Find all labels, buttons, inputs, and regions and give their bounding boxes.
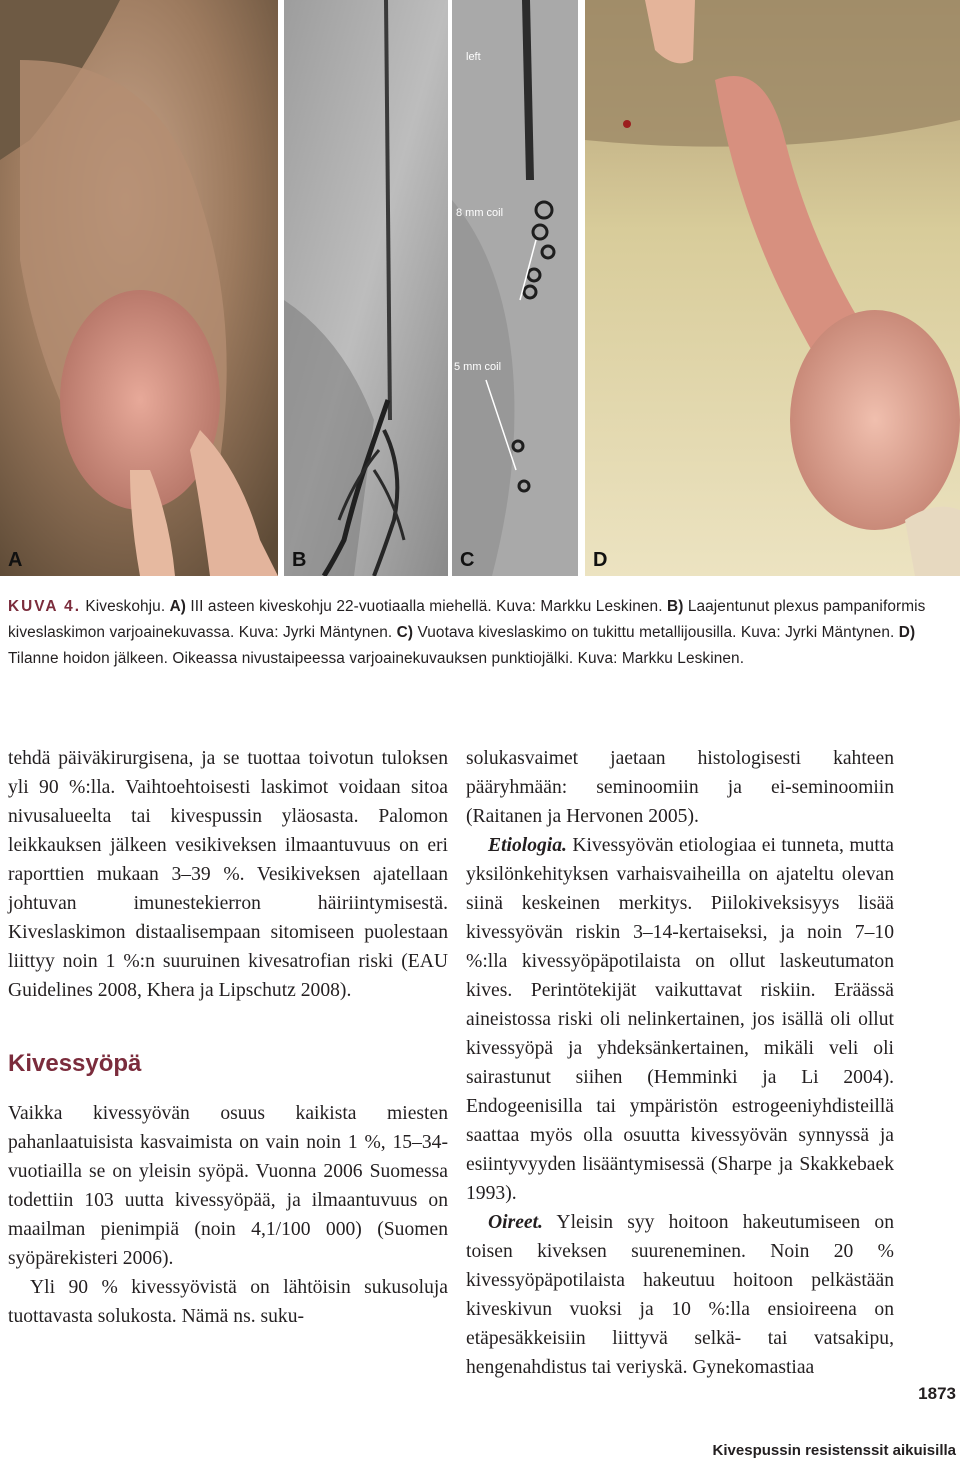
caption-a-text: III asteen kiveskohju 22-vuotiaalla miehellä. Kuva: Markku Leskinen. [186, 598, 667, 615]
caption-lead: KUVA 4. [8, 598, 82, 615]
paragraph-treatment: tehdä päiväkirurgisena, ja se tuottaa toivotun tuloksen yli 90 %:lla. Vaihtoehtoisesti laskimot voidaan sitoa nivusalueelta tai kivespussin yläosasta. Palomon leikkauksen jälkeen vesikiveksen ilmaantuvuus on eri raporttien mukaan 3–39 %. Vesikiveksen ajatellaan johtuvan imunestekierron häiriintymisestä. Kiveslaskimon distaalisempaan sitomiseen puolestaan liittyy noin 1 %:n suuruinen kivesatrofian riski (EAU Guidelines 2008, Khera ja Lipschutz 2008). [8, 748, 448, 1001]
etiology-text: Kivessyövän etiologiaa ei tunneta, mutta yksilönkehityksen varhaisvaiheilla on ajateltu olevan siinä keskeinen merkitys. Piilokiveksisyys lisää kivessyövän riskin 3–14-kertaiseksi, ja noin 7–10 %:lla kivessyöpäpotilaista on ollut laskeutumaton kives. Perintötekijät vaikuttavat riskiin. Eräässä aineistossa riski oli nelinkertainen, jos isällä oli ollut kivessyöpä ja yhdeksänkertainen, mikäli veli oli sairastunut siihen (Hemminki ja Li 2004). Endogeenisilla tai ympäristön estrogeeniyhdisteillä saattaa myös olla osuutta kivessyövän synnyssä ja esiintyvyyden lisääntymisessä (Sharpe ja Skakkebaek 1993). [466, 835, 894, 1204]
paragraph-incidence: Vaikka kivessyövän osuus kaikista miesten pahanlaatuisista kasvaimista on vain noin 1 %, 15–34-vuotiailla se on yleisin syöpä. Vuonna 2006 Suomessa todettiin 103 uutta kivessyöpää, ja ilmaantuvuus on maailman pienimpiä (noin 4,1/100 000) (Suomen syöpärekisteri 2006). [8, 1103, 448, 1269]
annotation-8mm-coil: 8 mm coil [456, 207, 504, 219]
running-footer: Kivespussin resistenssit aikuisilla [712, 1442, 956, 1459]
figure-panel-b [284, 0, 448, 576]
panel-label-c: C [460, 549, 475, 571]
caption-d-label: D) [898, 624, 916, 641]
caption-title: Kiveskohju. [81, 598, 170, 615]
caption-a-label: A) [169, 598, 187, 615]
runin-symptoms: Oireet. [488, 1212, 543, 1233]
caption-b-label: B) [666, 598, 684, 615]
panel-label-d: D [593, 549, 608, 571]
paragraph-origin: Yli 90 % kivessyövistä on lähtöisin sukusoluja tuottavasta solukosta. Nämä ns. suku- [8, 1277, 448, 1327]
paragraph-symptoms [466, 1208, 894, 1382]
right-column [466, 744, 894, 1382]
photo-after-treatment-image [585, 0, 960, 576]
runin-etiology: Etiologia. [488, 835, 567, 856]
photo-varicocele-image [0, 0, 278, 576]
paragraph-histology: solukasvaimet jaetaan histologisesti kahteen pääryhmään: seminoomiin ja ei-seminoomiin (Raitanen ja Hervonen 2005). [466, 748, 894, 827]
annotation-5mm-coil: 5 mm coil [454, 361, 502, 373]
annotation-left: left [466, 51, 481, 63]
page-number: 1873 [918, 1384, 956, 1403]
panel-label-b: B [292, 549, 307, 571]
xray-embolization-image [452, 0, 578, 576]
figure-panel-d [585, 0, 960, 576]
symptoms-text: Yleisin syy hoitoon hakeutumiseen on toisen kiveksen suureneminen. Noin 20 % kivessyöpäpotilaista hakeutuu hoitoon pelkästään kiveskivun vuoksi ja 10 %:lla ensioireena on etäpesäkkeisiin liittyvä selkä- tai vatsakipu, hengenahdistus tai veriyskä. Gynekomastiaa [466, 1212, 894, 1378]
caption-c-text: Vuotava kiveslaskimo on tukittu metallijousilla. Kuva: Jyrki Mäntynen. [413, 624, 899, 641]
figure-panel-c [452, 0, 578, 576]
xray-venogram-image [284, 0, 448, 576]
panel-label-a: A [8, 549, 23, 571]
figure-caption [8, 594, 958, 672]
caption-d-text: Tilanne hoidon jälkeen. Oikeassa nivustaipeessa varjoainekuvauksen punktiojälki. Kuva: Markku Leskinen. [8, 650, 745, 667]
paragraph-etiology [466, 831, 894, 1208]
left-column [8, 744, 448, 1331]
caption-b-text: Laajentunut plexus pampaniformis kiveslaskimon varjoainekuvassa. Kuva: Jyrki Mäntynen. [8, 598, 926, 641]
caption-c-label: C) [396, 624, 414, 641]
figure-panel-a [0, 0, 278, 576]
section-heading: Kivessyöpä [8, 1050, 142, 1077]
